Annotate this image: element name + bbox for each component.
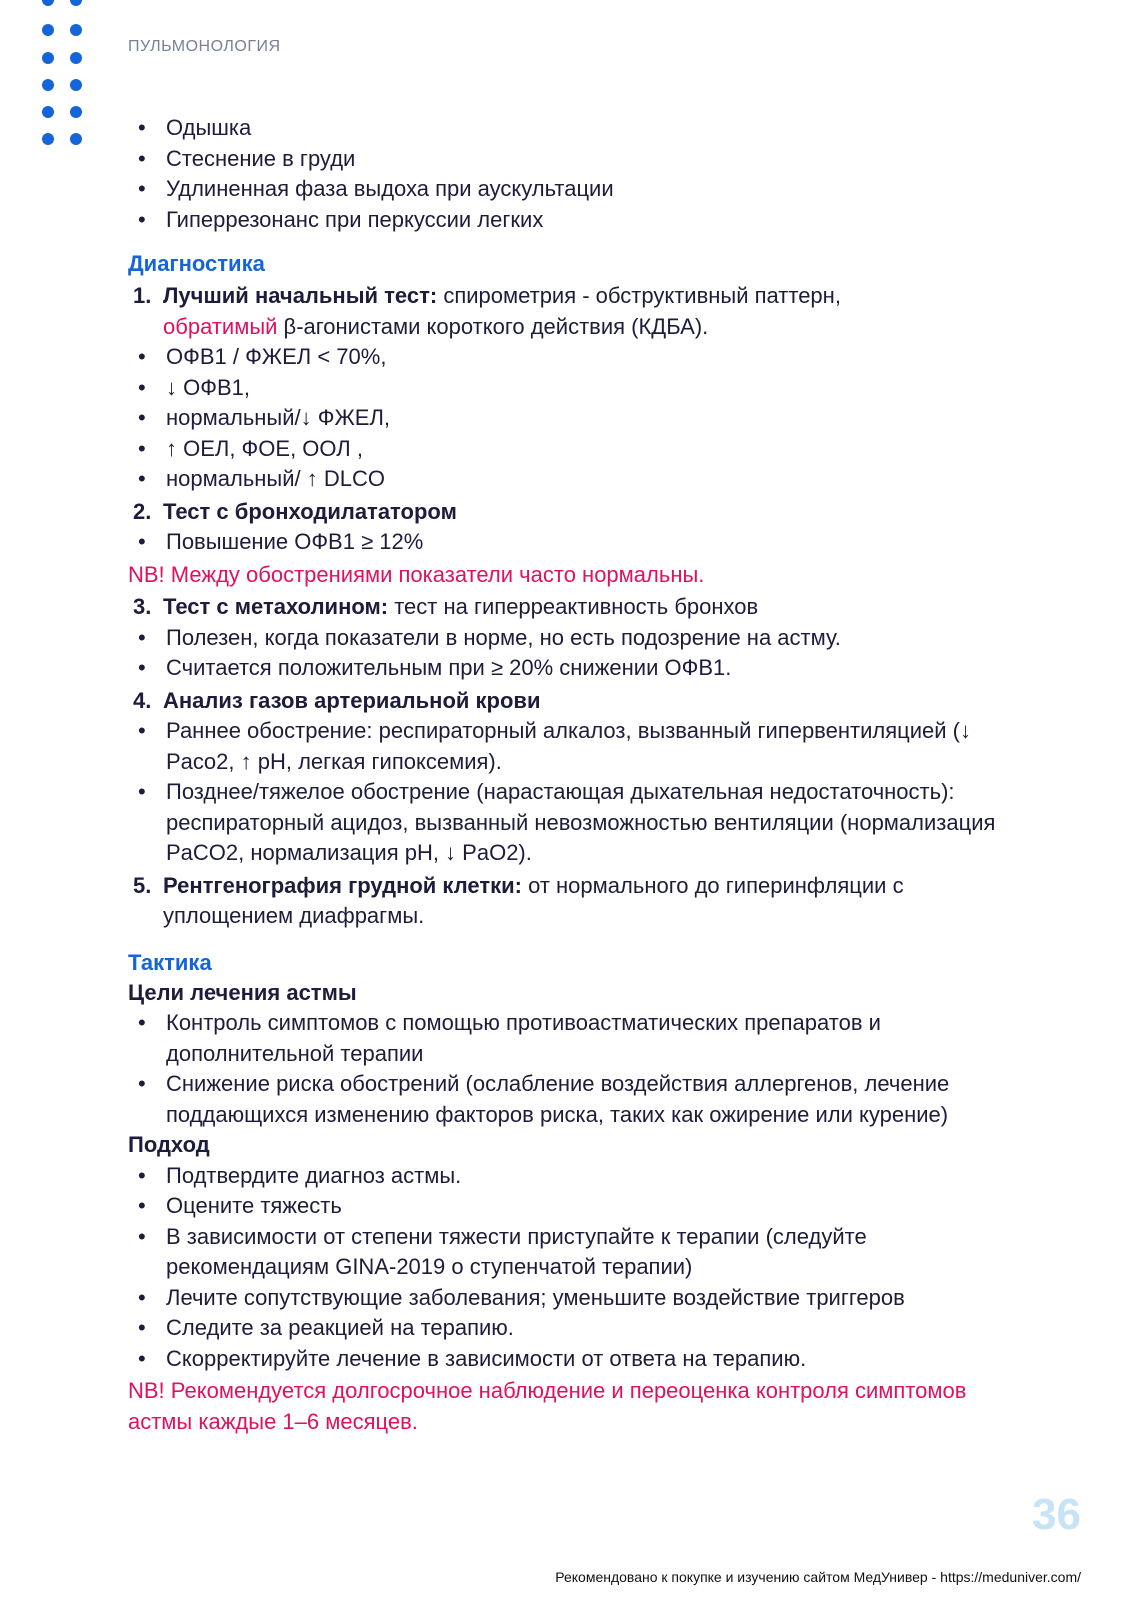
diagnostic-item-4 [128,686,1028,717]
highlight-text: обратимый [163,313,278,339]
item-title: Рентгенография грудной клетки: [163,872,522,898]
item-text: от нормального до гиперинфляции с уплощением диафрагмы. [163,872,904,928]
goals-title: Цели лечения астмы [128,979,357,1005]
item-title: Лучший начальный тест: [163,283,438,308]
item-number: 4. [133,687,152,713]
list-item: • Лечите сопутствующие заболевания; уменьшите воздействие триггеров [128,1283,1028,1314]
goals-list [128,1008,1028,1130]
item-title: Анализ газов артериальной крови [163,687,541,713]
list-item: • В зависимости от степени тяжести приступайте к терапии (следуйте рекомендациям GINA-2019 о ступенчатой терапии) [128,1222,1028,1283]
item-number: 2. [133,498,152,524]
list-item: • Раннее обострение: респираторный алкалоз, вызванный гипервентиляцией (↓ Paco2, ↑ pH, легкая гипоксемия). [128,716,1028,777]
item-title: Тест с метахолином: [163,594,389,619]
list-item: • Следите за реакцией на терапию. [128,1313,1028,1344]
list-item: • Позднее/тяжелое обострение (нарастающая дыхательная недостаточность): респираторный ацидоз, вызванный невозможностью вентиляции (нормализация PaCO2, нормализация pH, ↓ PaO2). [128,777,1028,869]
diagnostic-item-2 [128,497,1028,528]
list-item: • Стеснение в груди [128,144,1028,175]
diagnostic-item-1 [128,281,1028,342]
item-number: 1. [133,283,152,308]
item-text: спирометрия - обструктивный паттерн, [437,283,841,308]
bronchodilator-list [128,527,1028,558]
list-item: • Гиперрезонанс при перкуссии легких [128,205,1028,236]
list-item: • Снижение риска обострений (ослабление воздействия аллергенов, лечение поддающихся изменению факторов риска, таких как ожирение или курение) [128,1069,1028,1130]
decorative-dots [36,0,96,160]
page-content [128,113,1028,1437]
item-number: 5. [133,872,152,898]
list-item: • Скорректируйте лечение в зависимости от ответа на терапию. [128,1344,1028,1375]
nb-note: NB! Рекомендуется долгосрочное наблюдение и переоценка контроля симптомов астмы каждые 1–6 месяцев. [128,1378,967,1434]
list-item: • ↓ ОФВ1, [128,373,1028,404]
list-item: • Одышка [128,113,1028,144]
list-item: • нормальный/↓ ФЖЕЛ, [128,403,1028,434]
diagnostics-heading: Диагностика [128,251,265,276]
list-item: • Удлиненная фаза выдоха при аускультации [128,174,1028,205]
list-item: • Подтвердите диагноз астмы. [128,1161,1028,1192]
symptoms-list [128,113,1028,235]
page-number: 36 [1032,1490,1081,1539]
methacholine-list [128,623,1028,684]
list-item: • Считается положительным при ≥ 20% снижении ОФВ1. [128,653,1028,684]
list-item: • Полезен, когда показатели в норме, но есть подозрение на астму. [128,623,1028,654]
nb-note: NB! Между обострениями показатели часто нормальны. [128,561,705,587]
list-item: • Оцените тяжесть [128,1191,1028,1222]
spirometry-list [128,342,1028,495]
diagnostic-item-5 [128,871,1028,932]
footer-text: Рекомендовано к покупке и изучению сайтом МедУнивер - https://meduniver.com/ [555,1569,1081,1585]
item-title: Тест с бронходилататором [163,498,457,524]
item-text: тест на гиперреактивность бронхов [388,594,759,619]
list-item: • Контроль симптомов с помощью противоастматических препаратов и дополнительной терапии [128,1008,1028,1069]
item-text: β-агонистами короткого действия (КДБА). [277,313,709,339]
approach-title: Подход [128,1132,210,1157]
list-item: • нормальный/ ↑ DLCO [128,464,1028,495]
item-number: 3. [133,594,152,619]
approach-list [128,1161,1028,1375]
blood-gas-list [128,716,1028,869]
section-label: ПУЛЬМОНОЛОГИЯ [128,38,281,55]
diagnostic-item-3 [128,592,1028,623]
tactics-heading: Тактика [128,949,212,975]
list-item: • Повышение ОФВ1 ≥ 12% [128,527,1028,558]
list-item: • ОФВ1 / ФЖЕЛ < 70%, [128,342,1028,373]
list-item: • ↑ ОЕЛ, ФОЕ, ООЛ , [128,434,1028,465]
